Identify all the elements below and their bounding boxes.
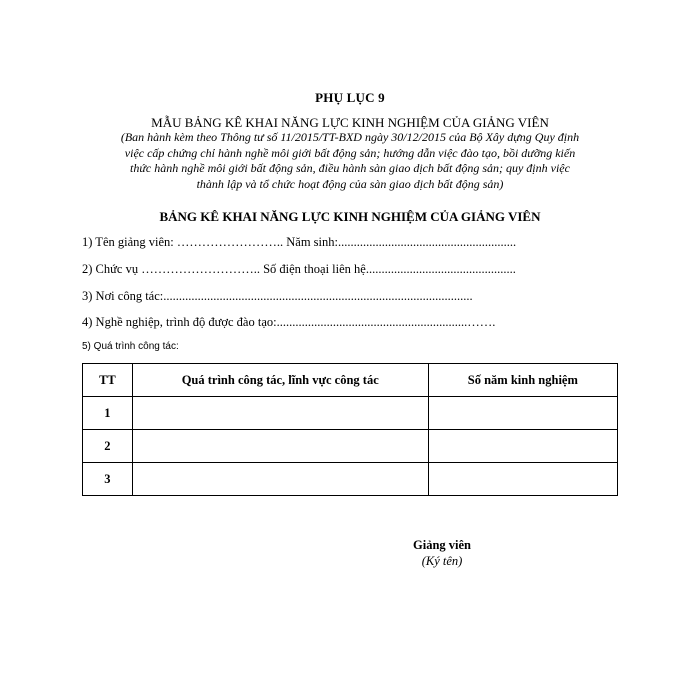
field-workplace: 3) Nơi công tác:................................................................................................... [82,289,473,303]
table-row [83,463,618,496]
issue-note [80,130,620,192]
field-position-phone: 2) Chức vụ ……………………….. Số điện thoại liên hệ................................................ [82,262,516,276]
field-profession-qualification: 4) Nghề nghiệp, trình độ được đào tạo:.............................................................……. [82,315,496,329]
table-header-years-experience: Số năm kinh nghiệm [428,364,617,397]
issue-note-line: (Ban hành kèm theo Thông tư số 11/2015/TT-BXD ngày 30/12/2015 của Bộ Xây dựng Quy định [120,130,580,144]
table-cell-work-process [132,397,428,430]
issue-note-line: thức hành nghề môi giới bất động sản, điều hành sàn giao dịch bất động sản; quy định việc [130,161,570,175]
main-title: BẢNG KÊ KHAI NĂNG LỰC KINH NGHIỆM CỦA GIẢNG VIÊN [159,209,541,224]
table-cell-years-experience [428,430,617,463]
table-cell-years-experience [428,463,617,496]
appendix-title: PHỤ LỤC 9 [315,90,385,105]
issue-note-line: thành lập và tổ chức hoạt động của sàn giao dịch bất động sản) [196,176,504,191]
issue-note-line: việc cấp chứng chỉ hành nghề môi giới bất động sản; hướng dẫn việc đào tạo, bồi dưỡng kiến [124,145,576,160]
signer-title: Giảng viên [413,538,471,552]
table-cell-work-process [132,463,428,496]
table-row [83,430,618,463]
table-cell-index: 3 [83,463,133,496]
field-lecturer-name-birth-year: 1) Tên giảng viên: …………………….. Năm sinh:......................................................... [82,235,517,249]
table-header-work-process: Quá trình công tác, lĩnh vực công tác [132,364,428,397]
form-title: MẪU BẢNG KÊ KHAI NĂNG LỰC KINH NGHIỆM CỦA GIẢNG VIÊN [151,115,549,130]
table-header-row [83,364,618,397]
field-work-history-label: 5) Quá trình công tác: [82,341,179,352]
signature-note: (Ký tên) [421,554,463,568]
table-cell-work-process [132,430,428,463]
table-cell-index: 1 [83,397,133,430]
table-cell-years-experience [428,397,617,430]
table-cell-index: 2 [83,430,133,463]
work-history-table [82,363,618,496]
table-row [83,397,618,430]
table-header-index: TT [83,364,133,397]
